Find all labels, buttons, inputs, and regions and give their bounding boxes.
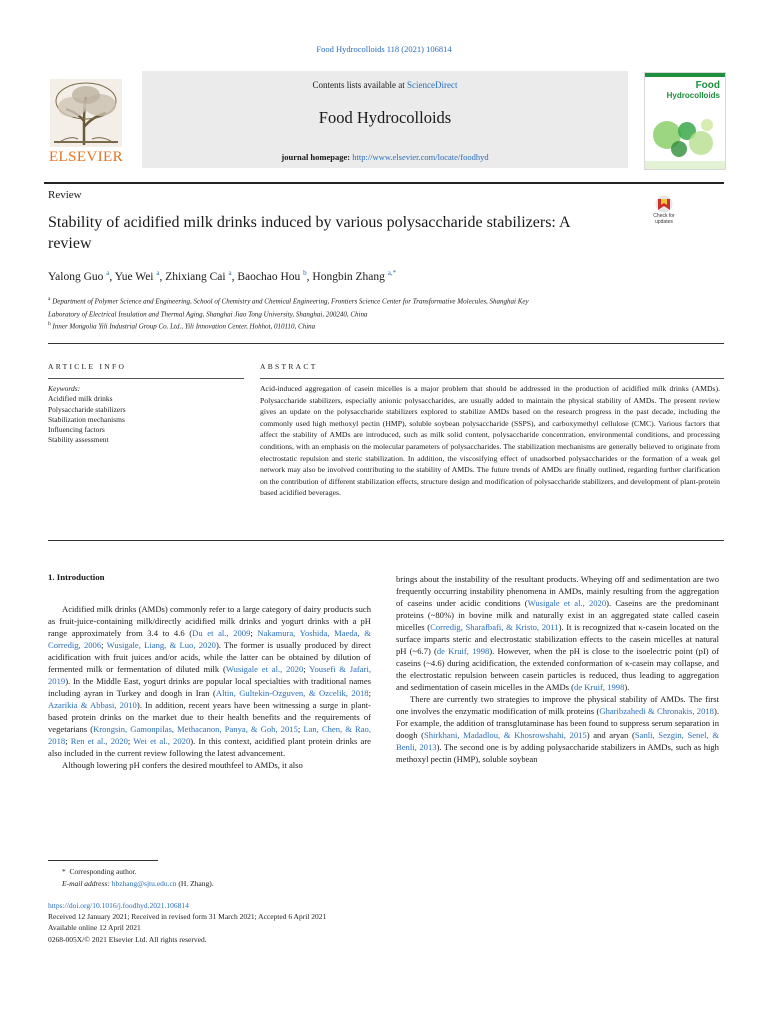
author-name[interactable]: Yue Wei [114,270,154,283]
citation-link[interactable]: Wusigale et al., 2020 [225,664,304,674]
author[interactable] [312,271,396,283]
paragraph-text: ). In the Middle East, yogurt drinks are popular local specialties with traditional names including ayran in Turkey and doogh in Iran ( [48,676,371,698]
paragraph-text: ). Caseins are the predominant proteins (~80%) in bovine milk and naturally exist in an aggregated state called casein micelles ( [396,598,720,632]
citation-link[interactable]: Wusigale, Liang, & Luo, 2020 [106,640,216,650]
body-paragraph [48,759,371,771]
citation-link[interactable]: de Kruif, 1998 [436,646,490,656]
author-list [48,269,396,283]
check-for-updates-button[interactable] [646,195,682,231]
citation-link[interactable]: de Kruif, 1998 [574,682,625,692]
corresponding-author-note [48,866,214,878]
paragraph-text: ). However, when the pH is close to the isoelectric point (pI) of caseins (~4.6) during acidification, the extended conformation of κ-casein may collapse, and the electrostatic repulsion between casein particles is reduced, thus leading to aggregation and sedimentation of casein micelles in the AMDs ( [396,646,720,692]
elsevier-wordmark[interactable]: ELSEVIER [48,149,124,165]
citation-link[interactable]: Wusigale et al., 2020 [527,598,607,608]
author-affiliation-mark[interactable]: b [303,269,307,277]
sciencedirect-link[interactable]: ScienceDirect [407,80,458,90]
affiliation-mark: b [48,321,51,328]
citation-link[interactable]: Ren et al., 2020 [70,736,128,746]
affiliation-item [48,319,688,332]
body-paragraph [396,693,719,765]
journal-name: Food Hydrocolloids [318,108,452,127]
body-paragraph [396,573,719,693]
cover-title-hydrocolloids: Hydrocolloids [666,91,720,100]
article-info-rule [48,378,244,379]
keyword: Polysaccharide stabilizers [48,404,126,414]
check-label-line-2: updates [655,218,673,225]
citation-link[interactable]: Sanli, Sezgin, Senel, & Benli, 2013 [396,730,720,752]
affiliation-text: Department of Polymer Science and Engineering, School of Chemistry and Chemical Engineering, Frontiers Science Center for Transformative Molecules, Shanghai Key [52,297,529,306]
contents-prefix: Contents lists available at [312,80,407,90]
article-info-label: ARTICLE INFO [48,362,127,371]
check-label-line-1: Check for [653,213,675,219]
paragraph-text: ; [250,628,258,638]
paragraph-text: ). For example, the addition of transglutaminase has been found to suppress serum separation in doogh ( [396,706,719,740]
paragraph-text: ; [65,736,71,746]
abstract-label: ABSTRACT [260,362,318,371]
abstract-text: Acid-induced aggregation of casein micelles is a major problem that should be addressed in the production of acidified milk drinks (AMDs). Polysaccharide stabilizers, especially anionic polysaccharides, are usually added to maintain the physical stability of AMDs. The present review gives an update on the polysaccharide stabilizers explored to stabilize AMDs based on the research progress in the past decade, including the commonly used high methoxyl pectin (HMP), soluble soybean polysaccharide (SSPS), and carboxymethyl cellulose (CMC). Various factors that affect the stability of AMDs are introduced, such as milk solid content, polysaccharide concentration, environmental conditions, and processing conditions, with an emphasis on the molecular parameters of polysaccharides. The stabilization mechanisms are generally believed to originate from electrostatic repulsion and steric stabilization. In addition, the viscosifying effect of unadsorbed polysaccharides or the formation of a weak gel network may also be involved contributing to the stability of AMDs. The future trends of AMDs are finally outlined, regarding further clarification on the contribution of different stabilization effects, structure design and modification of polysaccharide stabilizers, and development of plant-protein based acidified beverages. [260,384,720,498]
paragraph-text: ) and aryan ( [586,730,635,740]
paragraph-text: ). In addition, recent years have been witnessing a surge in plant-based protein drinks on the market due to their health benefits and the requirements of vegetarians ( [48,700,371,734]
paragraph-text: ; [127,736,134,746]
doi-link[interactable]: https://doi.org/10.1016/j.foodhyd.2021.106814 [48,901,189,910]
author-affiliation-mark[interactable]: a [228,269,232,277]
author[interactable] [48,271,115,283]
author-affiliation-mark[interactable]: a [156,269,160,277]
keywords-block [48,384,126,446]
paragraph-text: ). The former is usually produced by direct acidification with fruit juices and/or acids, while the latter can be obtained by dilution of fermented milk or fermentation of diluted milk ( [48,640,371,674]
body-column-left [48,603,371,771]
paragraph-text: ). The second one is by adding polysaccharide stabilizers in AMDs, such as high methoxyl pectin (HMP), soluble soybean [396,742,719,764]
paragraph-text: ). [624,682,630,692]
keyword: Acidified milk drinks [48,394,113,404]
section-rule-top [48,343,724,344]
citation-link[interactable]: Azarikia & Abbasi, 2010 [48,700,137,710]
paragraph-text: There are currently two strategies to improve the physical stability of AMDs. The first one involves the enzymatic modification of milk proteins ( [396,694,719,716]
paragraph-text: Although lowering pH confers the desired mouthfeel to AMDs, it also [62,760,303,770]
citation-link[interactable]: Du et al., 2009 [192,628,251,638]
paragraph-text: ; [101,640,107,650]
paragraph-text: ; [303,664,310,674]
author-separator: , [159,270,166,283]
citation-link[interactable]: Corredig, Sharafbafi, & Kristo, 2011 [430,622,559,632]
affiliation-mark: a [48,296,51,302]
citation-link[interactable]: Nakamura, Yoshida, Maeda, & Corredig, 2006 [48,628,371,650]
journal-homepage-line [142,152,628,162]
article-type: Review [48,189,82,201]
author-name[interactable]: Yalong Guo [48,270,104,283]
footnote-mark: * [62,867,66,876]
article-title: Stability of acidified milk drinks induced by various polysaccharide stabilizers: A review [48,214,570,252]
citation-link[interactable]: Shirkhani, Madadlou, & Khosrowshahi, 2015 [423,730,587,740]
author-separator: , [306,270,313,283]
affiliation-text: Laboratory of Electrical Insulation and Thermal Aging, Shanghai Jiao Tong University, Shanghai, 200240, China [48,309,368,318]
citation-link[interactable]: Krongsin, Gamonpilas, Methacanon, Panya, & Goh, 2015 [93,724,298,734]
citation-link[interactable]: Gharibzahedi & Chronakis, 2018 [599,706,714,716]
citation-link[interactable]: Wei et al., 2020 [133,736,191,746]
available-online: Available online 12 April 2021 [48,923,141,933]
affiliation-text: Inner Mongolia Yili Industrial Group Co. Ltd., Yili Innovation Center, Hohhot, 010110, China [52,322,316,331]
abstract-rule [260,378,724,379]
author-separator: , [231,270,238,283]
author-name[interactable]: Hongbin Zhang [312,270,385,283]
author-name[interactable]: Baochao Hou [237,270,301,283]
keywords-heading: Keywords: [48,384,81,393]
check-for-updates-label [646,214,682,225]
author[interactable] [115,271,166,283]
copyright-notice: 0268-005X/© 2021 Elsevier Ltd. All rights reserved. [48,934,207,944]
section-rule-bottom [48,540,724,541]
author-affiliation-mark[interactable]: a,* [387,269,397,277]
author-affiliation-mark[interactable]: a [106,269,110,277]
section-heading-introduction: 1. Introduction [48,572,105,582]
affiliation-item [48,294,688,307]
footnote-rule [48,860,158,861]
article-meta [48,900,326,945]
paragraph-text: ). It is recognized that κ-casein located on the surface imparts steric and electrostatic stabilization effects to the casein micelles at natural pH (~6.7) ( [396,622,719,656]
citation-link[interactable]: Yousefi & Jafari, 2019 [48,664,371,686]
body-column-right [396,573,719,765]
author[interactable] [165,271,237,283]
running-head[interactable] [0,44,768,54]
homepage-link[interactable]: http://www.elsevier.com/locate/foodhyd [352,152,489,162]
journal-cover-image-icon[interactable] [644,72,726,170]
received-dates: Received 12 January 2021; Received in revised form 31 March 2021; Accepted 6 April 2021 [48,912,327,922]
email-line [48,878,214,890]
affiliations [48,294,688,332]
cover-title [667,81,720,101]
header-rule [44,182,724,184]
author[interactable] [237,271,312,283]
cover-title-food: Food [695,80,720,91]
paragraph-text: ; [368,688,371,698]
keyword: Stabilization mechanisms [48,414,125,424]
footnote [48,866,214,890]
keyword: Stability assessment [48,435,109,445]
paragraph-text: brings about the instability of the resultant products. Wheying off and sedimentation are two frequently occurring instability phenomena in AMDs, mainly resulting from the aggregation of caseins under acidic conditions ( [396,574,719,608]
running-head-link[interactable]: Food Hydrocolloids 118 (2021) 106814 [316,44,452,54]
homepage-prefix: journal homepage: [281,152,353,162]
body-paragraph [48,603,371,759]
citation-link[interactable]: Lan, Chen, & Rao, 2018 [48,724,371,746]
paragraph-text: ; [297,724,304,734]
email-link[interactable]: hbzhang@sjtu.edu.cn [111,879,177,888]
author-name[interactable]: Zhixiang Cai [165,270,226,283]
email-label: E-mail address: [62,879,112,888]
email-suffix: (H. Zhang). [176,879,214,888]
keyword: Influencing factors [48,425,105,435]
check-for-updates-icon [646,195,682,215]
paragraph-text: ). In this context, acidified plant protein drinks are also included in the current review following the latest advancement. [48,736,371,758]
author-separator: , [109,270,115,283]
citation-link[interactable]: Altin, Gultekin-Ozguven, & Ozcelik, 2018 [215,688,369,698]
contents-lists-line [142,80,628,90]
affiliation-item [48,307,688,320]
corresponding-author-text: Corresponding author. [69,867,137,876]
paragraph-text: Acidified milk drinks (AMDs) commonly refer to a large category of dairy products such as fruit-juice-containing milk/directly acidified milk drinks and yogurt drinks with a pH range approximately from 3.4 to 4.6 ( [48,604,371,638]
